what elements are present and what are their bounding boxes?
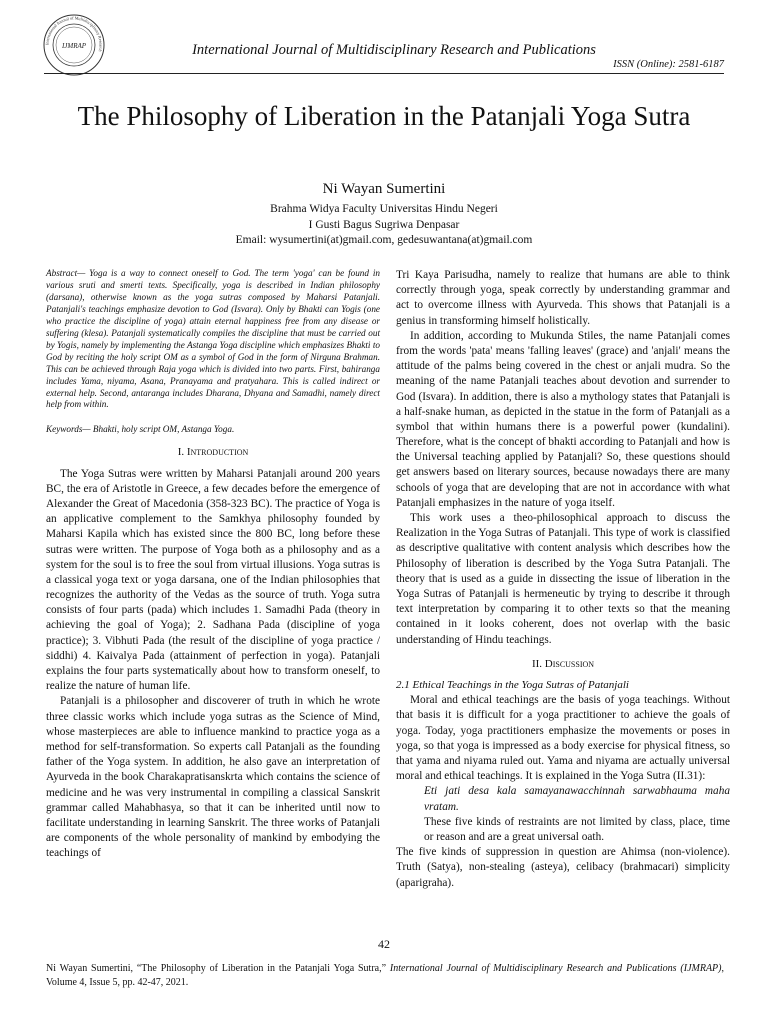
quote-translation: These five kinds of restraints are not limited by class, place, time or reason and are a great universal oath. — [424, 815, 730, 843]
paragraph: The five kinds of suppression in question are Ahimsa (non-violence). Truth (Satya), non-stealing (asteya), celibacy (brahmacari) simplicity (aparigraha). — [396, 846, 730, 889]
paragraph: Moral and ethical teachings are the basis of yoga teachings. Without that basis it is difficult for a yoga practitioner to achieve the goals of yoga. Today, yoga practitioners emphasize the movements or poses in yoga, so that yoga is impressed as a body exercise for physical fitness, so that yama and niyama ruled out. Yama and niyama are actually universal moral and ethical teachings. It is explained in the Yoga Sutra (II.31): — [396, 694, 730, 783]
header-rule — [44, 73, 724, 74]
section-heading-discussion: II. Discussion — [531, 657, 595, 670]
section-heading-introduction: I. Introduction — [177, 445, 249, 458]
affiliation-line-1: Brahma Widya Faculty Universitas Hindu Negeri — [270, 203, 498, 215]
logo-ring-text: International Journal of Multidisciplinary Research — [44, 15, 104, 53]
paragraph: Patanjali is a philosopher and discoverer of truth in which he wrote three classic works which include yoga sutras as the Science of Mind, whose masterpieces are able to influence mankind to practice yoga as a method for self-transformation. So experts call Patanjali as the founding father of the Yoga system. In addition, he also gave an interpretation of Ayurveda in the book Charakapratisanskrta which contains the science of medicine and he was very instrumental in compiling a classical Sanskrit grammar called Mahabhasya, so that it can be inherited until now to facilitate understanding in learning Sanskrit. The three works of Patanjali are components of the whole personality of mankind by embodying the teachings of — [46, 695, 380, 860]
paragraph: In addition, according to Mukunda Stiles, the name Patanjali comes from the words 'pata' means 'falling leaves' (grace) and 'anjali' means the attitude of the palms being covered in the chest or anjali mudra. So the meaning of the name Patanjali teaches about devotion and surrender to God (Isvara). In addition, there is also a mythology states that Patanjali is a half-snake human, as depicted in the statue in the form of Patanjali as a symbol that within humans there is a powerful power (kundalini). Therefore, what is the concept of bhakti according to Patanjali and how is the Universal teaching applied by Patanjali? So, these questions should get answers based on literary sources, because nowadays there are many schools of yoga that are developing that are not in accordance with what Patanjali emphasizes in the nature of yoga itself. — [396, 329, 730, 509]
issn: ISSN (Online): 2581-6187 — [613, 59, 724, 70]
citation-footer — [46, 962, 724, 990]
citation-journal: International Journal of Multidisciplinary Research and Publications (IJMRAP) — [389, 963, 722, 974]
right-column — [396, 268, 730, 891]
author-email: Email: wysumertini(at)gmail.com, gedesuwantana(at)gmail.com — [235, 234, 533, 247]
logo-text: IJMRAP — [61, 42, 87, 50]
paper-title: The Philosophy of Liberation in the Patanjali Yoga Sutra — [77, 101, 691, 131]
sanskrit-quote: Eti jati desa kala samayanawacchinnah sarwabhauma maha vratam. — [424, 785, 730, 813]
paragraph: This work uses a theo-philosophical approach to discuss the Realization in the Yoga Sutras of Patanjali. This type of work is classified as descriptive qualitative with content analysis which describes how the Philosophy of liberation is described by the Yoga Sutra Patanjali. The theory that is used as a guide in dissecting the issue of liberation in the Yoga Sutras of Patanjali is hermeneutic by trying to describe it through text interpretation by comparing it to other texts so that the meaning contained in it looks coherent, does not overlap with the basic understanding of Hindu teachings. — [396, 512, 730, 646]
citation-text: Ni Wayan Sumertini, “The Philosophy of Liberation in the Patanjali Yoga Sutra,” — [46, 963, 390, 974]
affiliation — [0, 202, 768, 249]
journal-title: International Journal of Multidisciplinary Research and Publications — [192, 42, 596, 58]
abstract: Abstract— Yoga is a way to connect oneself to God. The term 'yoga' can be found in various sruti and smerti texts. Specifically, yoga is described in Indian philosophy (darsana), otherwise known as the yoga sutras composed by Maharsi Patanjali. Patanjali's teachings emphasize devotion to God (Isvara). Only by Bhakti can Yogis (one who practice the discipline of yoga) attain eternal happiness free from any disease or suffering (klesa). Patanjali systematically compiles the discipline that must be carried out by Yogis, namely by implementing the Astanga Yoga discipline which emphasizes Bhakti to God by reciting the holy script OM as a symbol of God in the form of Nirguna Brahman. This can be achieved through Raja yoga which is divided into two parts. First, bahiranga includes Yama, niyama, Asana, Pranayama and pratyahara. This is called indirect or external help. Second, antaranga includes Dharana, Dhyana and Samadhi, namely direct help from within. — [46, 268, 380, 410]
paragraph: Tri Kaya Parisudha, namely to realize that humans are able to think correctly through yoga, speak correctly by understanding grammar and act to overcome illness with Ayurveda. This shows that Patanjali is a genius in transforming himself holistically. — [396, 269, 730, 327]
keywords: Keywords— Bhakti, holy script OM, Astanga Yoga. — [46, 424, 235, 435]
author-name: Ni Wayan Sumertini — [322, 181, 446, 197]
subsection-heading: 2.1 Ethical Teachings in the Yoga Sutras of Patanjali — [396, 679, 629, 692]
page-number: 42 — [378, 937, 390, 951]
paragraph: The Yoga Sutras were written by Maharsi Patanjali around 200 years BC, the era of Aristotle in Greece, a few decades before the emergence of Alexander the Great of Macedonia (358-323 BC). The practice of Yoga is an applicative complement to the Samkhya philosophy founded by Maharsi Kapila which has existed since the 800 BC, long before these sutras were written. The purpose of Yoga both as a philosophy and as a system for the soul is to free the soul from virtual illusions. Yoga sutras is a classical yoga text or yoga darsana, one of the Indian philosophies that recognizes the authority of the Vedas as the source of truth. Yoga sutra consists of four parts (pada) which includes 1. Samadhi Pada (theory in achieving the goal of Yoga); 2. Sadhana Pada (discipline of yoga practice); 3. Vibhuti Pada (the result of the discipline of yoga practice / siddhi) 4. Kaivalya Pada (attainment of perfection in yoga). Patanjali explains the four parts systematically about how to transform oneself, to realize the nature of human life. — [46, 467, 380, 693]
citation-details: , Volume 4, Issue 5, pp. 42-47, 2021. — [46, 963, 724, 988]
affiliation-line-2: I Gusti Bagus Sugriwa Denpasar — [308, 218, 460, 231]
left-column — [46, 268, 380, 861]
